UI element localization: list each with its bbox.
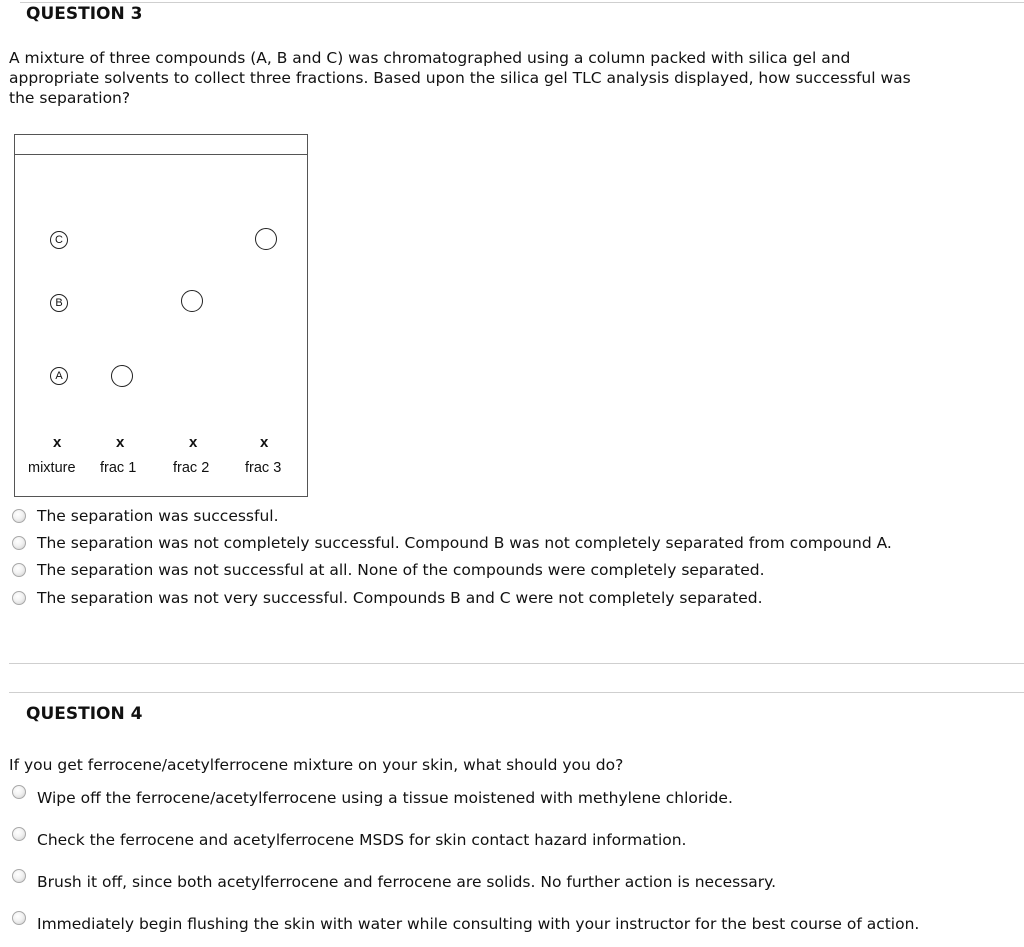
radio-button[interactable]	[12, 509, 26, 523]
option-label: Immediately begin flushing the skin with water while consulting with your instructor for the best course of action.	[37, 915, 920, 933]
question-3-prompt-line: appropriate solvents to collect three fractions. Based upon the silica gel TLC analysis displayed, how successful was	[9, 69, 911, 87]
spot-c-mixture: C	[50, 231, 68, 249]
origin-mark-frac2: x	[189, 434, 198, 451]
top-divider	[20, 2, 1024, 3]
question-4-option-1[interactable]	[12, 789, 733, 807]
question-3-heading: QUESTION 3	[26, 4, 143, 24]
radio-button[interactable]	[12, 827, 26, 841]
spot-frac3	[255, 228, 277, 250]
question-divider	[9, 692, 1024, 693]
question-3-option-1[interactable]	[12, 507, 279, 525]
radio-button[interactable]	[12, 536, 26, 550]
option-label: The separation was not very successful. Compounds B and C were not completely separated.	[37, 589, 763, 607]
lane-label-mixture: mixture	[28, 460, 76, 476]
option-label: Brush it off, since both acetylferrocene and ferrocene are solids. No further action is necessary.	[37, 873, 777, 891]
radio-button[interactable]	[12, 591, 26, 605]
origin-mark-frac1: x	[116, 434, 125, 451]
origin-mark-mixture: x	[53, 434, 62, 451]
option-label: The separation was not completely successful. Compound B was not completely separated from compound A.	[37, 534, 892, 552]
solvent-front-line	[15, 154, 307, 155]
spot-frac1	[111, 365, 133, 387]
question-4-option-4[interactable]	[12, 915, 919, 933]
question-4-option-3[interactable]	[12, 873, 776, 891]
question-3-option-3[interactable]	[12, 561, 765, 579]
option-label: Wipe off the ferrocene/acetylferrocene using a tissue moistened with methylene chloride.	[37, 789, 733, 807]
option-label: The separation was successful.	[37, 507, 279, 525]
option-label: Check the ferrocene and acetylferrocene MSDS for skin contact hazard information.	[37, 831, 687, 849]
tlc-plate-figure	[14, 134, 308, 497]
radio-button[interactable]	[12, 869, 26, 883]
question-4-prompt: If you get ferrocene/acetylferrocene mixture on your skin, what should you do?	[9, 756, 624, 774]
lane-label-frac2: frac 2	[173, 460, 210, 476]
radio-button[interactable]	[12, 911, 26, 925]
spot-a-mixture: A	[50, 367, 68, 385]
question-4-heading: QUESTION 4	[26, 704, 143, 724]
lane-label-frac1: frac 1	[100, 460, 137, 476]
radio-button[interactable]	[12, 785, 26, 799]
question-divider	[9, 663, 1024, 664]
question-4-option-2[interactable]	[12, 831, 686, 849]
question-3-prompt-line: the separation?	[9, 89, 131, 107]
spot-b-mixture: B	[50, 294, 68, 312]
question-3-prompt	[9, 48, 911, 108]
question-3-prompt-line: A mixture of three compounds (A, B and C) was chromatographed using a column packed with silica gel and	[9, 49, 851, 67]
option-label: The separation was not successful at all. None of the compounds were completely separated.	[37, 561, 765, 579]
spot-frac2	[181, 290, 203, 312]
lane-label-frac3: frac 3	[245, 460, 282, 476]
origin-mark-frac3: x	[260, 434, 269, 451]
radio-button[interactable]	[12, 563, 26, 577]
question-3-option-2[interactable]	[12, 534, 892, 552]
question-3-option-4[interactable]	[12, 589, 763, 607]
